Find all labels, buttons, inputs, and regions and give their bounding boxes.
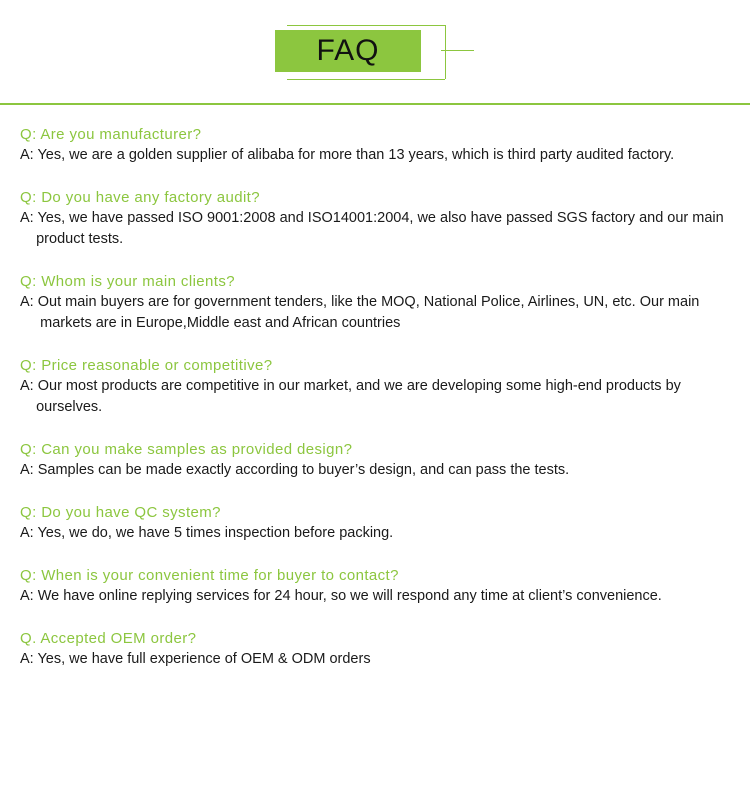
- frame-line-tick: [441, 50, 474, 51]
- faq-question: Q: Do you have QC system?: [20, 504, 221, 521]
- frame-line-bottom: [287, 79, 445, 80]
- faq-question: Q. Accepted OEM order?: [20, 630, 197, 647]
- faq-answer-line: A: We have online replying services for 24 hour, so we will respond any time at client’s convenience.: [20, 588, 662, 604]
- faq-answer-line: A: Yes, we have passed ISO 9001:2008 and ISO14001:2004, we also have passed SGS factory and our main: [20, 210, 724, 226]
- faq-item-contact-time: [20, 565, 735, 607]
- faq-item-qc-system: [20, 502, 735, 544]
- faq-answer-line: A: Yes, we have full experience of OEM & ODM orders: [20, 651, 371, 667]
- faq-answer: [20, 208, 735, 250]
- faq-title-badge: [275, 30, 421, 72]
- faq-question: Q: Are you manufacturer?: [20, 126, 202, 143]
- header-divider: [0, 103, 750, 105]
- faq-question: Q: When is your convenient time for buyer to contact?: [20, 567, 399, 584]
- faq-answer-line: ourselves.: [20, 399, 103, 415]
- faq-question: Q: Can you make samples as provided design?: [20, 441, 353, 458]
- faq-answer-line: A: Yes, we do, we have 5 times inspection before packing.: [20, 525, 394, 541]
- faq-item-main-clients: [20, 271, 735, 334]
- faq-question: Q: Do you have any factory audit?: [20, 189, 260, 206]
- faq-answer-line: A: Our most products are competitive in our market, and we are developing some high-end products by: [20, 378, 681, 394]
- page-title: FAQ: [316, 34, 380, 67]
- faq-answer: [20, 523, 735, 544]
- faq-answer-line: A: Yes, we are a golden supplier of alibaba for more than 13 years, which is third party audited factory.: [20, 147, 675, 163]
- faq-answer: [20, 460, 735, 481]
- faq-answer-line: A: Samples can be made exactly according to buyer’s design, and can pass the tests.: [20, 462, 570, 478]
- faq-header: [0, 0, 750, 106]
- faq-answer: [20, 649, 735, 670]
- faq-answer: [20, 292, 735, 334]
- frame-line-right: [445, 25, 446, 79]
- faq-list: [20, 124, 735, 691]
- faq-item-oem-order: [20, 628, 735, 670]
- faq-question: Q: Whom is your main clients?: [20, 273, 235, 290]
- faq-answer: [20, 145, 735, 166]
- faq-answer: [20, 376, 735, 418]
- faq-item-price: [20, 355, 735, 418]
- faq-answer-line: markets are in Europe,Middle east and African countries: [20, 315, 401, 331]
- faq-item-manufacturer: [20, 124, 735, 166]
- faq-answer-line: product tests.: [20, 231, 124, 247]
- faq-answer-line: A: Out main buyers are for government tenders, like the MOQ, National Police, Airlines, UN, etc. Our main: [20, 294, 700, 310]
- faq-item-factory-audit: [20, 187, 735, 250]
- faq-answer: [20, 586, 735, 607]
- faq-item-samples: [20, 439, 735, 481]
- faq-question: Q: Price reasonable or competitive?: [20, 357, 273, 374]
- frame-line-top: [287, 25, 445, 26]
